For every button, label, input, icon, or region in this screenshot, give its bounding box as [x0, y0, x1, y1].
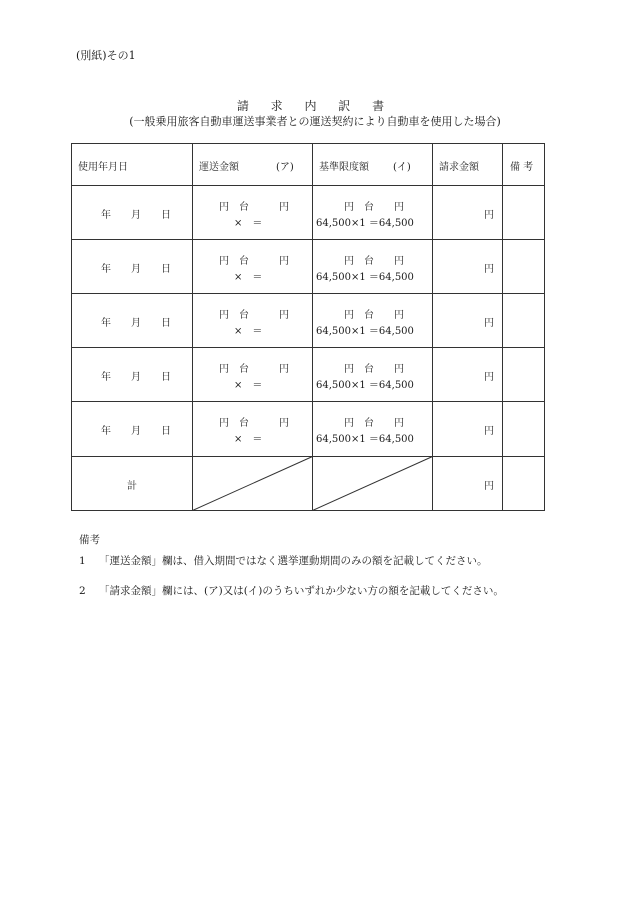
note-text: 「請求金額」欄には、(ア)又は(イ)のうちいずれか少ない方の額を記載してください。 [99, 585, 504, 597]
date-cell: 年 月 日 [101, 372, 171, 383]
fare-cell-line1: 円 台 円 [219, 202, 289, 213]
limit-cell-line2: 64,500×1 ＝64,500 [316, 380, 414, 391]
fare-cell-line2: × ＝ [234, 326, 263, 337]
fare-cell-line2: × ＝ [234, 380, 263, 391]
claim-breakdown-table [71, 143, 545, 511]
note-text: 「運送金額」欄は、借入期間ではなく選挙運動期間のみの額を記載してください。 [99, 555, 488, 567]
fare-cell-line1: 円 台 円 [219, 310, 289, 321]
form-number-label: (別紙)その1 [76, 49, 136, 62]
header-date: 使用年月日 [78, 162, 128, 173]
limit-cell-line1: 円 台 円 [344, 364, 404, 375]
note-item [79, 553, 559, 569]
limit-cell-line2: 64,500×1 ＝64,500 [316, 434, 414, 445]
date-cell: 年 月 日 [101, 264, 171, 275]
fare-total-diagonal [193, 457, 313, 511]
limit-cell-line1: 円 台 円 [344, 202, 404, 213]
fare-cell-line1: 円 台 円 [219, 418, 289, 429]
limit-cell-line1: 円 台 円 [344, 310, 404, 321]
claim-cell: 円 [484, 426, 494, 437]
note-number: 1 [79, 555, 86, 567]
not-applicable-diagonals [71, 143, 545, 511]
limit-cell-line2: 64,500×1 ＝64,500 [316, 218, 414, 229]
date-cell: 年 月 日 [101, 426, 171, 437]
total-claim-cell: 円 [484, 481, 494, 492]
date-cell: 年 月 日 [101, 318, 171, 329]
claim-cell: 円 [484, 264, 494, 275]
claim-cell: 円 [484, 318, 494, 329]
header-limit-mark: (イ) [393, 162, 411, 173]
limit-total-diagonal [313, 457, 433, 511]
limit-cell-line1: 円 台 円 [344, 418, 404, 429]
note-item [79, 583, 559, 599]
fare-cell-line2: × ＝ [234, 218, 263, 229]
header-remarks: 備 考 [510, 162, 534, 173]
page-title: 請 求 内 訳 書 [236, 99, 394, 113]
header-fare: 運送金額 [199, 162, 239, 173]
header-claim: 請求金額 [439, 162, 479, 173]
note-number: 2 [79, 585, 86, 597]
limit-cell-line1: 円 台 円 [344, 256, 404, 267]
claim-cell: 円 [484, 210, 494, 221]
fare-cell-line1: 円 台 円 [219, 364, 289, 375]
header-limit: 基準限度額 [319, 162, 369, 173]
claim-cell: 円 [484, 372, 494, 383]
date-cell: 年 月 日 [101, 210, 171, 221]
page-subtitle: (一般乗用旅客自動車運送事業者との運送契約により自動車を使用した場合) [129, 115, 501, 128]
limit-cell-line2: 64,500×1 ＝64,500 [316, 272, 414, 283]
total-label: 計 [127, 481, 137, 492]
notes-heading: 備考 [79, 534, 100, 546]
fare-cell-line2: × ＝ [234, 272, 263, 283]
limit-cell-line2: 64,500×1 ＝64,500 [316, 326, 414, 337]
header-fare-mark: (ア) [276, 162, 294, 173]
fare-cell-line2: × ＝ [234, 434, 263, 445]
fare-cell-line1: 円 台 円 [219, 256, 289, 267]
notes-section [79, 532, 559, 599]
